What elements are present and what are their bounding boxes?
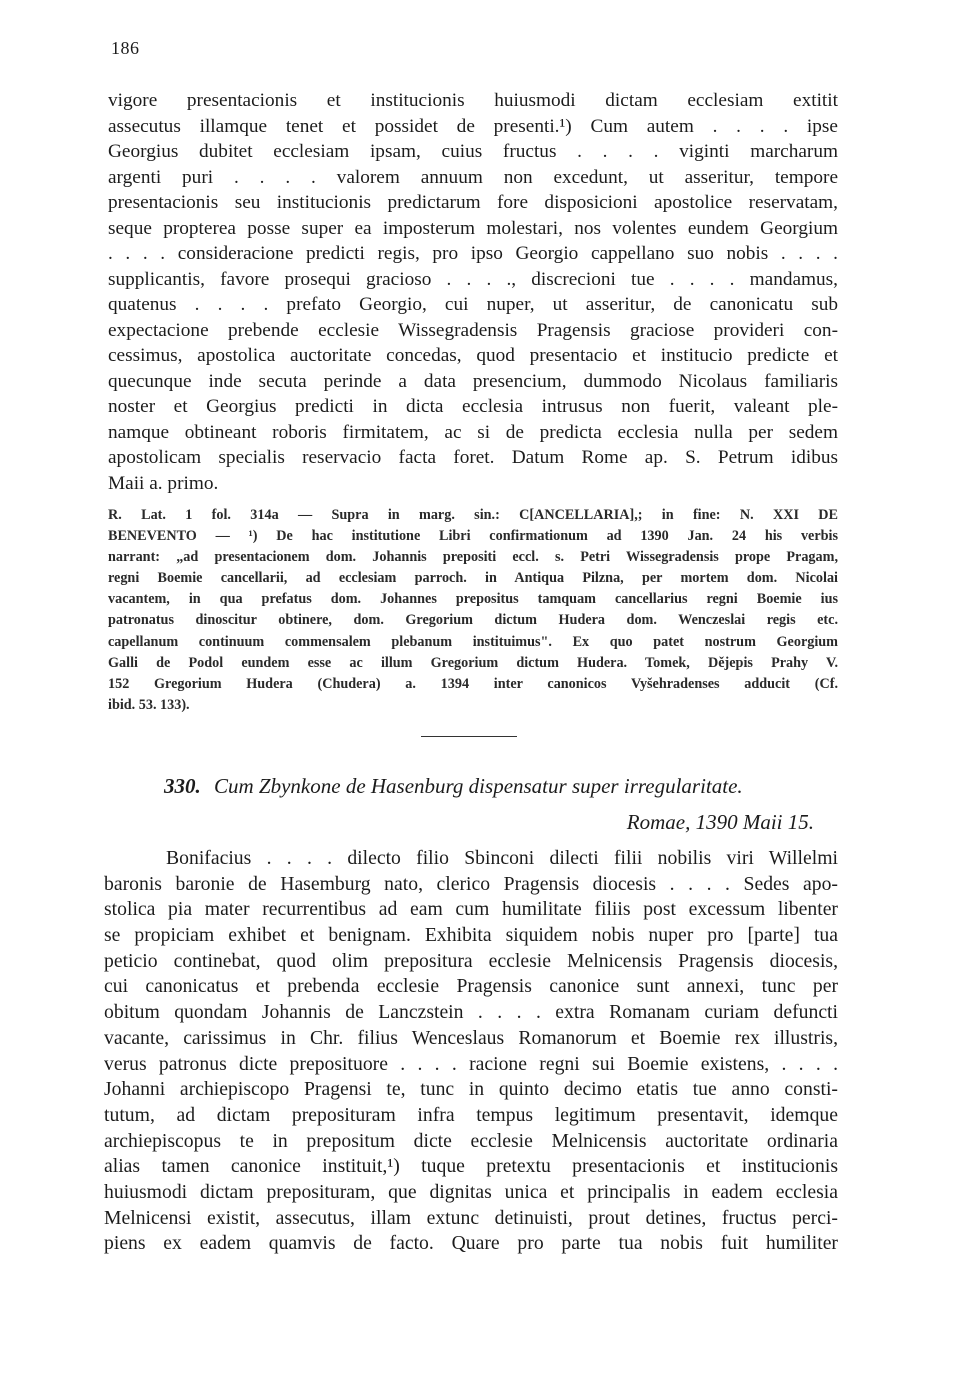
text-line: vacante, carissimus in Chr. filius Wenceslaus Romanorum et Boemie rex illustris, (104, 1026, 838, 1049)
document-date: Romae, 1390 Maii 15. (626, 810, 814, 834)
footnote-line: BENEVENTO — ¹) De hac institutione Libri confirmationum ad 1390 Jan. 24 his verbis (108, 528, 838, 545)
text-line: baronis baronie de Hasemburg nato, clerico Pragensis diocesis . . . . Sedes apo- (104, 872, 838, 895)
text-line: . . . . consideracione predicti regis, pro ipso Georgio cappellano suo nobis . . . . (108, 243, 838, 264)
text-line: stolica pia mater recurrentibus ad eam cum humilitate filiis post excessum libenter (104, 898, 838, 921)
text-line: archiepiscopus te in prepositum dicte ecclesie Melnicensis auctoritate ordinaria (104, 1129, 838, 1152)
document-title: Cum Zbynkone de Hasenburg dispensatur super irregularitate. (214, 774, 743, 798)
text-line: huiusmodi dictam preposituram, que dignitas unica et principalis in eadem ecclesia (104, 1180, 838, 1203)
text-line: piens ex eadem quamvis de facto. Quare pro parte tua nobis fuit humiliter (104, 1232, 838, 1255)
text-line: alias tamen canonice instituit,¹) tuque pretextu presentacionis et institucionis (104, 1155, 838, 1178)
footnote-block (108, 505, 838, 716)
text-line: presentacionis seu institucionis predictarum fore disposicioni apostolice reservatam, (108, 192, 838, 213)
text-line: cessimus, apostolica auctoritate concedas, quod presentacio et institucio predicte et (108, 345, 838, 366)
page-number: 186 (111, 38, 140, 58)
text-line: Maii a. primo. (108, 472, 219, 494)
text-line: vigore presentacionis et institucionis huiusmodi dictam ecclesiam extitit (108, 90, 838, 111)
footnote-line: patronatus dinoscitur obtinere, dom. Gregorium dictum Hudera dom. Wenczeslai regis etc. (108, 612, 838, 629)
document-body (104, 846, 838, 1257)
text-line: noster et Georgius predicti in dicta ecclesia intrusus non fuerit, valeant ple- (108, 396, 838, 417)
text-line: assecutus illamque tenet et possidet de presenti.¹) Cum autem . . . . ipse (108, 115, 838, 137)
text-line: Johanni archiepiscopo Pragensi te, tunc in quinto decimo etatis tue anno consti- (104, 1078, 838, 1101)
text-line: supplicantis, favore prosequi gracioso . . . ., discrecioni tue . . . . mandamus, (108, 268, 838, 290)
text-line: namque obtineant roboris firmitatem, ac si de predicta ecclesia nulla per sedem (108, 421, 838, 443)
text-line: expectacione prebende ecclesie Wissegradensis Pragensis graciose provideri con- (108, 319, 838, 341)
text-line: Georgius dubitet ecclesiam ipsam, cuius fructus . . . . viginti marcharum (108, 141, 838, 162)
footnote-line: regni Boemie cancellarii, ad ecclesiam parroch. in Antiqua Pilzna, per mortem dom. Nicolai (108, 570, 838, 587)
footnote-line: ibid. 53. 133). (108, 696, 190, 713)
text-line: apostolicam specialis reservacio facta foret. Datum Rome ap. S. Petrum idibus (108, 447, 838, 468)
text-line: obitum quondam Johannis de Lanczstein . . . . extra Romanam curiam defuncti (104, 1001, 838, 1024)
document-heading (164, 774, 844, 799)
section-divider (421, 736, 517, 737)
document-number: 330. (164, 774, 201, 798)
text-line: cui canonicatus et prebenda ecclesie Pragensis canonice sunt annexi, tunc per (104, 975, 838, 998)
footnote-line: capellanum continuum commensalem plebanum instituimus". Ex quo patet nostrum Georgium (108, 633, 838, 650)
text-line: quecunque inde secuta perinde a data presencium, dummodo Nicolaus familiaris (108, 370, 838, 392)
text-line: Melnicensi existit, assecutus, illam extunc detinuisti, prout detines, fructus perci- (104, 1206, 838, 1229)
text-line: se propiciam exhibet et benignam. Exhibita siquidem nobis nuper pro [parte] tua (104, 924, 838, 947)
text-line: Bonifacius . . . . dilecto filio Sbinconi dilecti filii nobilis viri Willelmi (166, 847, 838, 869)
footnote-line: R. Lat. 1 fol. 314a — Supra in marg. sin.: C[ANCELLARIA],; in fine: N. XXI DE (108, 507, 838, 523)
footnote-line: 152 Gregorium Hudera (Chudera) a. 1394 inter canonicos Vyšehradenses adducit (Cf. (108, 675, 838, 692)
footnote-line: vacantem, in qua prefatus dom. Johannes prepositus tamquam cancellarius regni Boemie ius (108, 591, 838, 608)
text-line: verus patronus dicte preposituore . . . . racione regni sui Boemie existens, . . . . (104, 1052, 838, 1075)
text-line: seque propterea posse super ea imposterum molestari, nos volentes eundem Georgium (108, 217, 838, 239)
text-line: quatenus . . . . prefato Georgio, cui nuper, ut asseritur, de canonicatu sub (108, 294, 838, 315)
footnote-line: narrant: „ad presentacionem dom. Johannis prepositi eccl. s. Petri Wissegradensis prope Pragam, (108, 549, 838, 566)
text-line: tutum, ad dictam preposituram infra tempus legitimum presentavit, idemque (104, 1103, 838, 1126)
text-line: argenti puri . . . . valorem annuum non excedunt, ut asseritur, tempore (108, 166, 838, 188)
footnote-line: Galli de Podol eundem esse ac illum Gregorium dictum Hudera. Tomek, Dějepis Prahy V. (108, 654, 838, 671)
continuation-paragraph (108, 88, 838, 496)
text-line: peticio continebat, quod olim prepositura ecclesie Melnicensis Pragensis diocesis, (104, 949, 838, 972)
